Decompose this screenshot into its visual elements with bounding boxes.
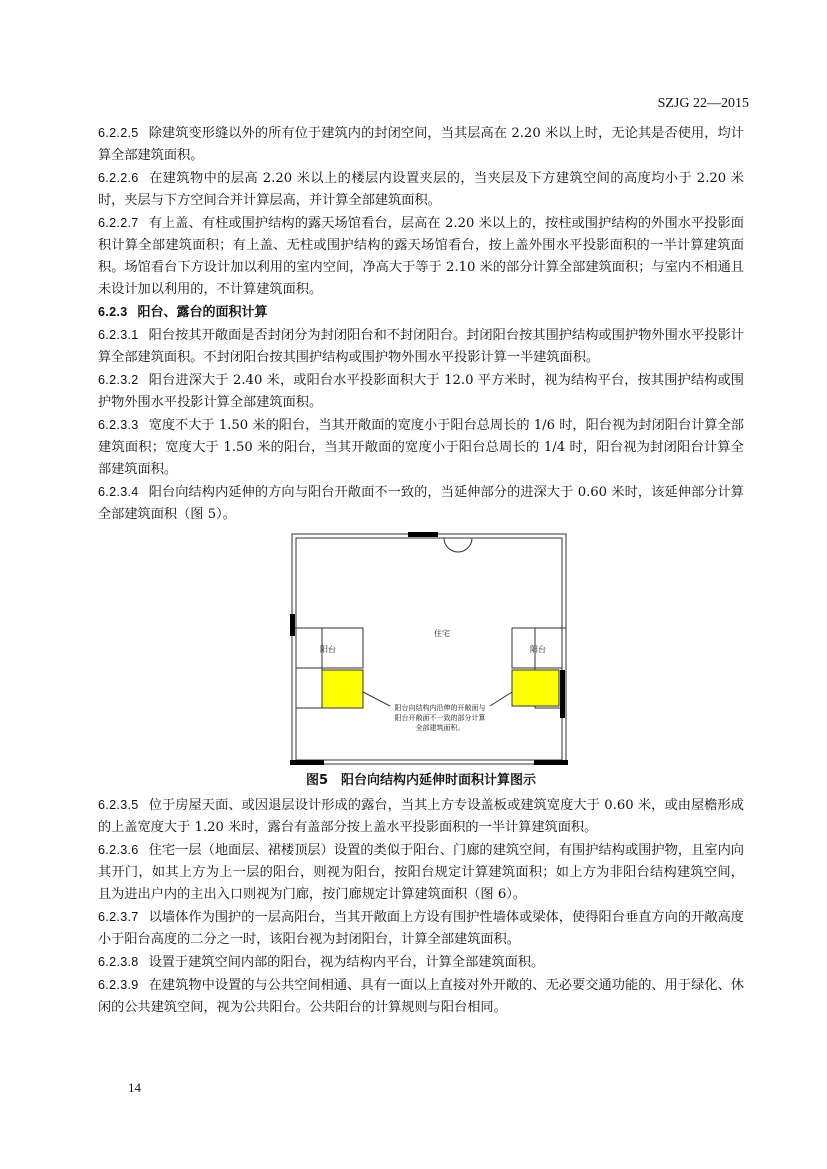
leader-line-left	[363, 692, 390, 706]
leader-line-right	[490, 692, 512, 706]
clause-number: 6.2.3.2	[98, 373, 139, 387]
clause-text: 有上盖、有柱或围护结构的露天场馆看台，层高在 2.20 米以上的，按柱或围护结构的外围水平投影面积计算全部建筑面积；有上盖、无柱或围护结构的露天场馆看台，按上盖外围水平投影面积的一半计算建筑面积。场馆看台下方设计加以利用的室内空间，净高大于等于 2.10 米的部分计算全部建筑面积；与室内不相通且未设计加以利用的，不计算建筑面积。	[98, 216, 744, 297]
room-label: 住宅	[434, 629, 450, 638]
door-arc-left	[444, 538, 458, 552]
clause-paragraph	[98, 839, 744, 906]
clause-paragraph	[98, 167, 744, 212]
clause-number: 6.2.3.5	[98, 798, 139, 812]
annotation-line-1: 阳台向结构内沿伸的开敞面与	[394, 704, 486, 712]
clause-paragraph	[98, 369, 744, 414]
clause-text: 设置于建筑空间内部的阳台，视为结构内平台，计算全部建筑面积。	[148, 955, 545, 970]
clause-group-top	[98, 122, 744, 301]
clause-number: 6.2.3.3	[98, 418, 139, 432]
clause-text: 以墙体作为围护的一层高阳台，当其开敞面上方设有围护性墙体或梁体，使得阳台垂直方向的开敞高度小于阳台高度的二分之一时，该阳台视为封闭阳台，计算全部建筑面积。	[98, 910, 744, 947]
clause-number: 6.2.3.7	[98, 910, 139, 924]
clause-text: 阳台向结构内延伸的方向与阳台开敞面不一致的，当延伸部分的进深大于 0.60 米时，该延伸部分计算全部建筑面积（图 5）。	[98, 485, 744, 522]
bottom-wall-thick-right	[534, 760, 568, 765]
figure-caption: 图5 阳台向结构内延伸时面积计算图示	[305, 773, 537, 788]
clause-paragraph	[98, 974, 744, 1019]
left-wall-thick	[290, 614, 295, 636]
clause-paragraph	[98, 212, 744, 301]
section-title: 阳台、露台的面积计算	[137, 305, 268, 320]
clause-text: 阳台按其开敞面是否封闭分为封闭阳台和不封闭阳台。封闭阳台按其围护结构或围护物外围水平投影计算全部建筑面积。不封闭阳台按其围护结构或围护物外围水平投影计算一半建筑面积。	[98, 328, 744, 365]
left-extension-highlight	[322, 670, 363, 708]
clause-number: 6.2.3.9	[98, 978, 139, 992]
clause-number: 6.2.3.8	[98, 955, 139, 969]
figure-5	[98, 532, 744, 770]
section-number: 6.2.3	[98, 305, 128, 319]
door-arc-right	[458, 538, 472, 552]
clause-paragraph	[98, 122, 744, 167]
clause-paragraph	[98, 794, 744, 839]
balcony-floor-plan	[290, 532, 570, 770]
clause-text: 宽度不大于 1.50 米的阳台，当其开敞面的宽度小于阳台总周长的 1/6 时，阳台视为封闭阳台计算全部建筑面积；宽度大于 1.50 米的阳台，当其开敞面的宽度小于阳台总周长的 1/4 时，阳台视为封闭阳台计算全部建筑面积。	[98, 418, 744, 477]
clause-text: 住宅一层（地面层、裙楼顶层）设置的类似于阳台、门廊的建筑空间，有围护结构或围护物，且室内向其开门，如其上方为上一层的阳台，则视为阳台，按阳台规定计算建筑面积；如上方为非阳台结构建筑空间，且为进出户内的主出入口则视为门廊，按门廊规定计算建筑面积（图 6）。	[98, 843, 744, 902]
clause-text: 在建筑物中的层高 2.20 米以上的楼层内设置夹层的，当夹层及下方建筑空间的高度均小于 2.20 米时，夹层与下方空间合并计算层高，并计算全部建筑面积。	[98, 171, 744, 208]
clause-paragraph	[98, 906, 744, 951]
section-heading	[98, 301, 744, 324]
clause-paragraph	[98, 481, 744, 526]
clause-number: 6.2.2.5	[98, 126, 139, 140]
clause-text: 在建筑物中设置的与公共空间相通、具有一面以上直接对外开敞的、无必要交通功能的、用于绿化、休闲的公共建筑空间，视为公共阳台。公共阳台的计算规则与阳台相同。	[98, 978, 744, 1015]
right-extension-highlight	[512, 670, 559, 706]
clause-number: 6.2.2.6	[98, 171, 139, 185]
annotation-line-2: 阳台开敞面不一致的部分计算	[394, 714, 486, 722]
clause-number: 6.2.2.7	[98, 216, 139, 230]
clause-group-mid	[98, 324, 744, 526]
page-number: 14	[128, 1080, 141, 1095]
clause-paragraph	[98, 324, 744, 369]
clause-text: 除建筑变形缝以外的所有位于建筑内的封闭空间，当其层高在 2.20 米以上时，无论其是否使用，均计算全部建筑面积。	[98, 126, 744, 163]
document-body	[98, 122, 744, 1019]
clause-number: 6.2.3.1	[98, 328, 139, 342]
bottom-wall-thick-left	[290, 760, 324, 765]
clause-text: 阳台进深大于 2.40 米，或阳台水平投影面积大于 12.0 平方米时，视为结构平台，按其围护结构或围护物外围水平投影计算全部建筑面积。	[98, 373, 744, 410]
left-balcony-label: 阳台	[320, 645, 336, 654]
clause-number: 6.2.3.4	[98, 485, 139, 499]
top-wall-thick-left	[408, 532, 438, 537]
clause-paragraph	[98, 414, 744, 481]
annotation-line-3: 全部建筑面积。	[415, 724, 465, 732]
clause-paragraph	[98, 951, 744, 974]
right-wall-thick	[560, 670, 565, 718]
clause-text: 位于房屋天面、或因退层设计形成的露台，当其上方专设盖板或建筑宽度大于 0.60 米，或由屋檐形成的上盖宽度大于 1.20 米时，露台有盖部分按上盖水平投影面积的一半计算建筑面积。	[98, 798, 744, 835]
standard-code: SZJG 22—2015	[657, 96, 749, 111]
right-balcony-label: 阳台	[530, 645, 546, 654]
clause-number: 6.2.3.6	[98, 843, 139, 857]
clause-group-bottom	[98, 794, 744, 1019]
